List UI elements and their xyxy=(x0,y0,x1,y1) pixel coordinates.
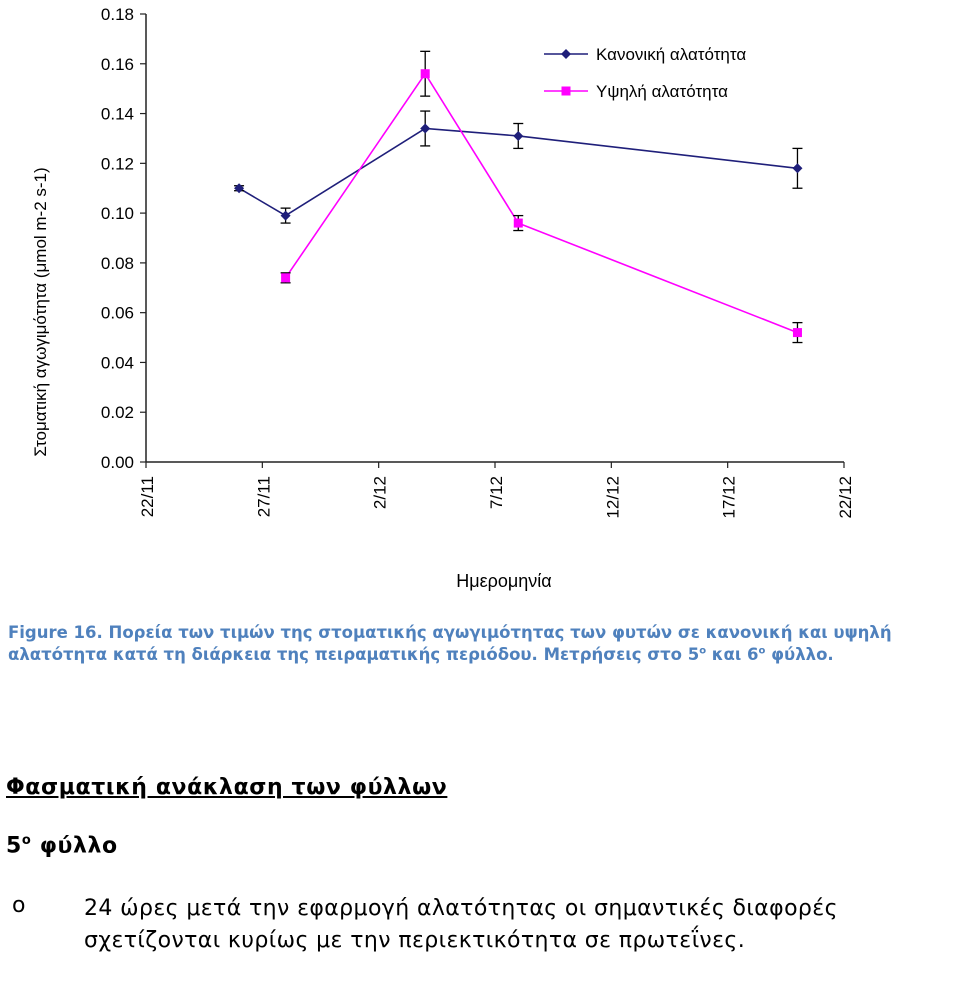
data-point xyxy=(281,211,291,221)
subsection-heading xyxy=(6,833,118,858)
series-line xyxy=(286,74,798,333)
legend-marker xyxy=(561,49,571,59)
caption-superscript: ο xyxy=(699,645,707,657)
data-point xyxy=(234,183,244,193)
x-tick-label: 12/12 xyxy=(603,476,623,519)
y-tick-label: 0.06 xyxy=(100,303,134,323)
y-tick-label: 0.02 xyxy=(100,403,134,423)
caption-label: Figure 16. xyxy=(8,623,103,642)
y-tick-label: 0.10 xyxy=(100,204,134,224)
x-tick-label: 7/12 xyxy=(487,476,506,510)
x-axis-label: Ημερομηνία xyxy=(456,571,552,591)
legend-label: Υψηλή αλατότητα xyxy=(596,82,728,101)
series-1 xyxy=(234,111,802,223)
legend-marker xyxy=(562,87,571,96)
caption-superscript-2: ο xyxy=(758,645,766,657)
y-tick-label: 0.14 xyxy=(100,104,134,124)
section-heading: Φασματική ανάκλαση των φύλλων xyxy=(6,775,448,800)
y-tick-label: 0.18 xyxy=(100,5,134,24)
bullet-text: 24 ώρες μετά την εφαρμογή αλατότητας οι σημαντικές διαφορές σχετίζονται κυρίως με την περιεκτικότητα σε πρωτεΐνες. xyxy=(84,896,838,953)
subheading-number: 5 xyxy=(6,833,22,859)
x-tick-label: 27/11 xyxy=(254,476,274,518)
data-point xyxy=(421,69,430,78)
legend xyxy=(544,45,746,101)
y-tick-label: 0.04 xyxy=(100,353,134,373)
x-tick-label: 22/12 xyxy=(836,476,855,519)
data-point xyxy=(792,163,802,173)
data-point xyxy=(514,219,523,228)
data-point xyxy=(281,273,290,282)
y-tick-label: 0.08 xyxy=(100,253,134,273)
legend-label: Κανονική αλατότητα xyxy=(596,45,747,64)
x-tick-label: 22/11 xyxy=(138,476,157,518)
y-tick-label: 0.12 xyxy=(100,154,134,174)
subheading-text: φύλλο xyxy=(31,833,118,859)
caption-text-end: φύλλο. xyxy=(765,645,834,664)
bullet-marker: o xyxy=(12,893,26,918)
y-axis-label: Στοματική αγωγιμότητα (μmol m-2 s-1) xyxy=(31,167,50,457)
subheading-superscript: ο xyxy=(21,833,32,848)
x-tick-label: 2/12 xyxy=(370,476,390,510)
x-axis xyxy=(138,462,855,519)
data-point xyxy=(513,131,523,141)
x-tick-label: 17/12 xyxy=(719,476,739,519)
y-tick-label: 0.00 xyxy=(100,453,134,472)
y-axis xyxy=(101,5,146,472)
data-point xyxy=(420,123,430,133)
caption-text-middle: και 6 xyxy=(706,645,759,664)
data-point xyxy=(793,328,802,337)
caption-text: Πορεία των τιμών της στοματικής αγωγιμότητας των φυτών σε κανονική και υψηλή αλατότητα κατά τη διάρκεια της πειραματικής περιόδου. Μετρήσεις στο 5 xyxy=(8,623,892,664)
figure-caption xyxy=(8,622,958,666)
y-tick-label: 0.16 xyxy=(100,54,134,74)
